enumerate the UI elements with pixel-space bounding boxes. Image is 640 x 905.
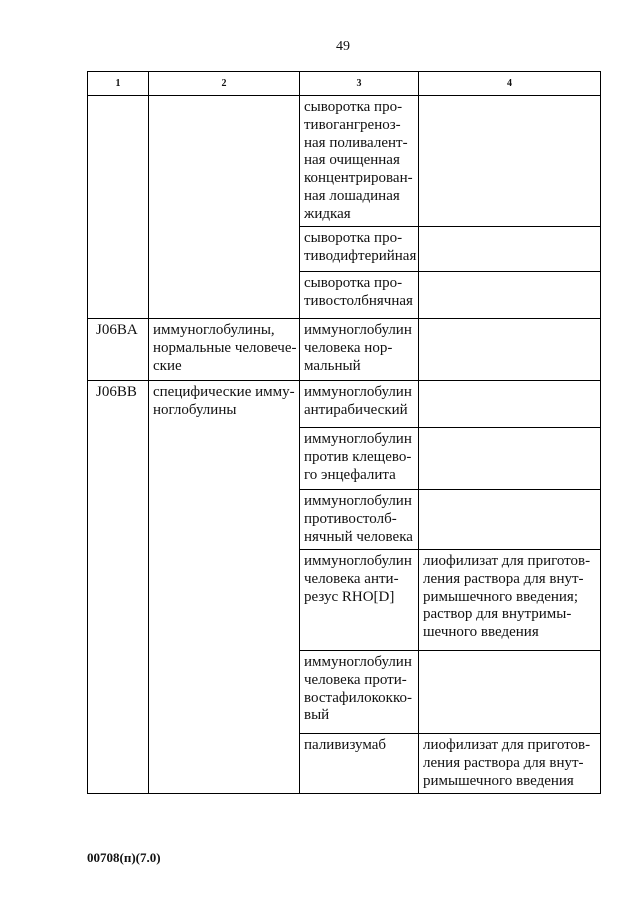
document-footer-code: 00708(п)(7.0) (87, 850, 161, 865)
column-header-2: 2 (149, 72, 300, 96)
table-cell-drug: иммуноглобулин человека нор- мальный (300, 319, 419, 381)
table-cell-drug: иммуноглобулин человека анти- резус RHO[D] (300, 550, 419, 651)
table-cell-dosage-form (419, 490, 601, 550)
table-cell-dosage-form (419, 96, 601, 227)
table-cell-drug: иммуноглобулин антирабический (300, 381, 419, 428)
table-cell-dosage-form (419, 428, 601, 490)
table-cell-drug: сыворотка про- тиводифтерийная (300, 227, 419, 272)
table-header-row (88, 72, 601, 96)
table-cell-drug: иммуноглобулин человека проти- востафилококко- вый (300, 651, 419, 734)
table-cell-code: J06BA (88, 319, 149, 381)
page-number: 49 (336, 39, 350, 54)
column-header-3: 3 (300, 72, 419, 96)
column-header-4: 4 (419, 72, 601, 96)
table-cell-code: J06BB (88, 381, 149, 794)
column-header-1: 1 (88, 72, 149, 96)
table-row (88, 319, 601, 381)
table-cell-group-name: иммуноглобулины, нормальные человече- ские (149, 319, 300, 381)
table-cell-group-name: специфические имму- ноглобулины (149, 381, 300, 794)
table-cell-dosage-form (419, 272, 601, 319)
table-row (88, 381, 601, 428)
table-cell-dosage-form (419, 319, 601, 381)
table-cell-dosage-form (419, 381, 601, 428)
table-cell-dosage-form: лиофилизат для приготов- ления раствора для внут- римышечного введения; раствор для внутримы- шечного введения (419, 550, 601, 651)
table-cell-drug: сыворотка про- тивостолбнячная (300, 272, 419, 319)
table-cell-code (88, 96, 149, 319)
table-row (88, 96, 601, 227)
table-cell-drug: паливизумаб (300, 734, 419, 794)
table-cell-drug: сыворотка про- тивогангреноз- ная поливалент- ная очищенная концентрирован- ная лошадиная жидкая (300, 96, 419, 227)
table-cell-drug: иммуноглобулин против клещево- го энцефалита (300, 428, 419, 490)
table-cell-dosage-form: лиофилизат для приготов- ления раствора для внут- римышечного введения (419, 734, 601, 794)
table-cell-dosage-form (419, 227, 601, 272)
drug-table (87, 71, 601, 794)
table-cell-dosage-form (419, 651, 601, 734)
table-cell-group-name (149, 96, 300, 319)
table-cell-drug: иммуноглобулин противостолб- нячный человека (300, 490, 419, 550)
